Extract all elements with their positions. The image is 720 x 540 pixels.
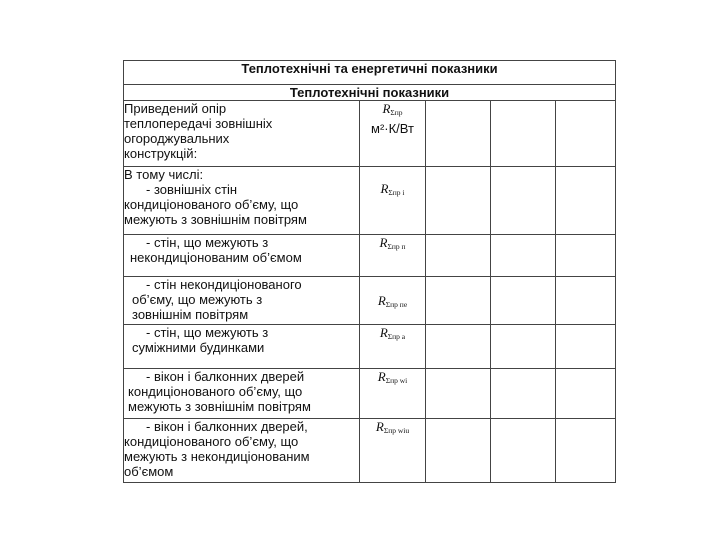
- value-cell: [491, 419, 556, 483]
- value-cell: [426, 369, 491, 419]
- row-text-line: - вікон і балконних дверей: [146, 369, 305, 384]
- table-row-label: [124, 101, 360, 167]
- indicator-symbol: [360, 325, 426, 369]
- row-text-line: кондиціонованого об’єму, що: [128, 384, 303, 399]
- value-cell: [556, 235, 616, 277]
- row-text-line: некондиціонованим об’ємом: [130, 250, 302, 265]
- indicator-symbol: [360, 419, 426, 483]
- row-text-line: - вікон і балконних дверей,: [146, 419, 308, 434]
- value-cell: [491, 277, 556, 325]
- indicator-symbol: [360, 235, 426, 277]
- indicator-symbol: [360, 277, 426, 325]
- symbol-subscript: Σпр а: [387, 332, 406, 341]
- row-text-line: кондиціонованого об’єму, що: [124, 197, 299, 212]
- unit-label: м²·К/Вт: [371, 121, 414, 136]
- value-cell: [491, 235, 556, 277]
- value-cell: [491, 101, 556, 167]
- symbol-letter: R: [377, 369, 386, 384]
- symbol-subscript: Σпр і: [388, 188, 405, 197]
- value-cell: [426, 167, 491, 235]
- symbol-subscript: Σпр wi: [385, 376, 408, 385]
- table-row-label: [124, 325, 360, 369]
- symbol-subscript: Σпр wiu: [383, 426, 410, 435]
- value-cell: [426, 325, 491, 369]
- row-text-line: - стін некондиціонованого: [146, 277, 302, 292]
- value-cell: [491, 325, 556, 369]
- table-row-label: [124, 277, 360, 325]
- row-text-line: межують з зовнішнім повітрям: [128, 399, 311, 414]
- value-cell: [426, 101, 491, 167]
- table-subtitle: Теплотехнічні показники: [124, 85, 616, 101]
- row-text-line: В тому числі:: [124, 167, 204, 182]
- symbol-letter: R: [375, 419, 384, 434]
- value-cell: [426, 235, 491, 277]
- symbol-subscript: Σпр п: [387, 242, 406, 251]
- value-cell: [491, 369, 556, 419]
- row-text-line: кондиціонованого об’єму, що: [124, 434, 299, 449]
- row-text-line: огороджувальних: [124, 131, 230, 146]
- thermal-indicators-table: [123, 60, 616, 483]
- value-cell: [556, 325, 616, 369]
- value-cell: [556, 369, 616, 419]
- row-text-line: межують з зовнішнім повітрям: [124, 212, 307, 227]
- symbol-letter: R: [379, 325, 388, 340]
- symbol-letter: R: [382, 101, 391, 116]
- value-cell: [556, 167, 616, 235]
- table-row-label: [124, 419, 360, 483]
- row-text-line: теплопередачі зовнішніх: [124, 116, 273, 131]
- value-cell: [426, 419, 491, 483]
- row-text-line: - стін, що межують з: [146, 325, 269, 340]
- table-row-label: [124, 369, 360, 419]
- value-cell: [556, 277, 616, 325]
- row-text-line: зовнішнім повітрям: [132, 307, 249, 322]
- row-text-line: - стін, що межують з: [146, 235, 269, 250]
- value-cell: [491, 167, 556, 235]
- row-text-line: Приведений опір: [124, 101, 227, 116]
- indicator-symbol: [360, 101, 426, 167]
- row-text-line: об’єму, що межують з: [132, 292, 263, 307]
- value-cell: [556, 101, 616, 167]
- row-text-line: межують з некондиціонованим: [124, 449, 310, 464]
- symbol-subscript: Σпр пе: [385, 300, 408, 309]
- row-text-line: суміжними будинками: [132, 340, 265, 355]
- symbol-subscript: Σпр: [390, 108, 403, 117]
- symbol-letter: R: [379, 235, 388, 250]
- table-row-label: [124, 167, 360, 235]
- indicator-symbol: [360, 369, 426, 419]
- symbol-letter: R: [380, 181, 389, 196]
- value-cell: [556, 419, 616, 483]
- row-text-line: об’ємом: [124, 464, 174, 479]
- table-title: Теплотехнічні та енергетичні показники: [124, 61, 616, 85]
- row-text-line: конструкцій:: [124, 146, 198, 161]
- symbol-letter: R: [377, 293, 386, 308]
- indicator-symbol: [360, 167, 426, 235]
- row-text-line: - зовнішніх стін: [146, 182, 238, 197]
- table-row-label: [124, 235, 360, 277]
- value-cell: [426, 277, 491, 325]
